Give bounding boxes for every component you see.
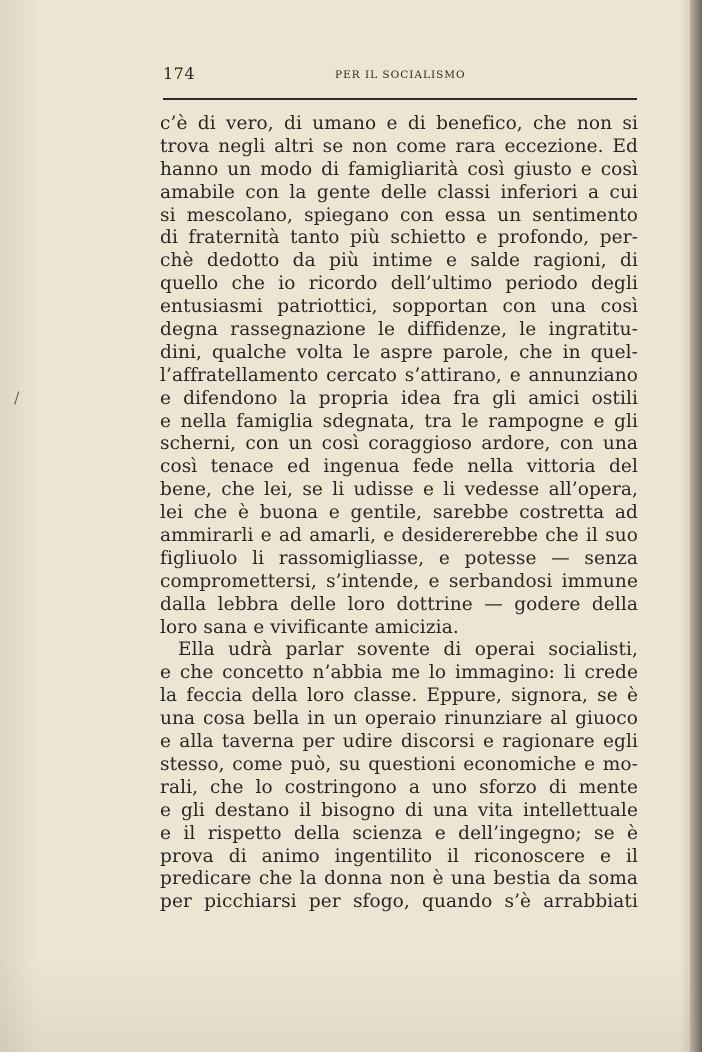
text-line: una cosa bella in un operaio rinunziare al giuoco	[160, 708, 638, 730]
text-line: di fraternità tanto più schietto e profondo, per-	[160, 227, 638, 249]
text-line: stesso, come può, su questioni economiche e mo-	[160, 753, 638, 775]
text-line: entusiasmi patriottici, sopportan con una così	[160, 296, 638, 318]
text-line: compromettersi, s’intende, e serbandosi immune	[160, 570, 638, 592]
text-line: c’è di vero, di umano e di benefico, che non si	[160, 113, 638, 134]
text-line: e difendono la propria idea fra gli amici ostili	[160, 387, 638, 409]
text-line: bene, che lei, se li udisse e li vedesse all’opera,	[160, 479, 638, 501]
header-rule	[163, 98, 637, 100]
text-line: l’affratellamento cercato s’attirano, e annunziano	[160, 364, 638, 386]
text-line: scherni, con un così coraggioso ardore, con una	[160, 433, 638, 455]
text-line: hanno un modo di famigliarità così giusto e così	[160, 158, 638, 180]
text-line: si mescolano, spiegano con essa un sentimento	[160, 204, 638, 226]
text-line: così tenace ed ingenua fede nella vittoria del	[160, 456, 638, 478]
text-line: quello che io ricordo dell’ultimo periodo degli	[160, 273, 638, 295]
text-line: amabile con la gente delle classi inferiori a cui	[160, 181, 638, 203]
text-line: lei che è buona e gentile, sarebbe costretta ad	[160, 502, 638, 524]
text-line: chè dedotto da più intime e salde ragioni, di	[160, 250, 638, 272]
paragraph-end-line: loro sana e vivificante amicizia.	[160, 616, 459, 638]
text-line: figliuolo li rassomigliasse, e potesse — senza	[160, 547, 638, 569]
text-line: la feccia della loro classe. Eppure, signora, se è	[160, 685, 638, 707]
running-head: PER IL SOCIALISMO	[335, 69, 466, 81]
text-line: e nella famiglia sdegnata, tra le rampogne e gli	[160, 410, 638, 432]
page-number: 174	[163, 64, 196, 83]
text-line: e il rispetto della scienza e dell’ingegno; se è	[160, 822, 638, 844]
text-line: degna rassegnazione le diffidenze, le ingratitu-	[160, 319, 638, 341]
page-gutter-shadow	[690, 0, 702, 1052]
text-line: per picchiarsi per sfogo, quando s’è arrabbiati	[160, 891, 638, 913]
text-line: dini, qualche volta le aspre parole, che in quel-	[160, 341, 638, 363]
text-line: dalla lebbra delle loro dottrine — godere della	[160, 593, 638, 615]
text-line: prova di animo ingentilito il riconoscere e il	[160, 845, 638, 867]
margin-mark: /	[14, 388, 20, 407]
text-line: trova negli altri se non come rara eccezione. Ed	[160, 135, 638, 157]
text-line: e che concetto n’abbia me lo immagino: li crede	[160, 662, 638, 684]
text-line: e gli destano il bisogno di una vita intellettuale	[160, 799, 638, 821]
page-header	[163, 64, 637, 86]
text-line: ammirarli e ad amarli, e desidererebbe che il suo	[160, 525, 638, 547]
text-line: predicare che la donna non è una bestia da soma	[160, 868, 638, 890]
text-line: rali, che lo costringono a uno sforzo di mente	[160, 776, 638, 798]
text-line: e alla taverna per udire discorsi e ragionare egli	[160, 731, 638, 753]
paragraph-start-line: Ella udrà parlar sovente di operai socialisti,	[178, 639, 638, 661]
body-text	[160, 113, 638, 914]
